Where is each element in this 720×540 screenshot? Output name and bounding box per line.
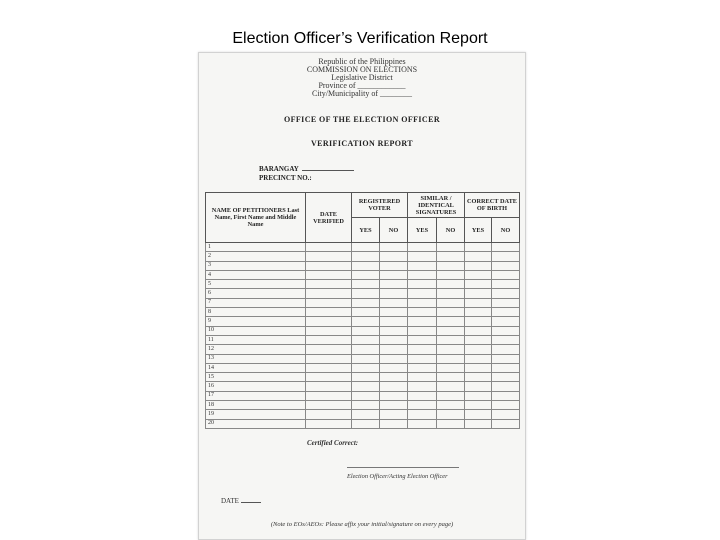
table-cell: [492, 391, 520, 400]
table-cell: [380, 317, 408, 326]
table-cell: [492, 382, 520, 391]
table-cell: [352, 354, 380, 363]
table-cell: [465, 373, 492, 382]
table-cell: [437, 363, 465, 372]
table-cell: [408, 280, 437, 289]
table-cell: [492, 243, 520, 252]
table-cell: [408, 419, 437, 428]
table-cell: [437, 280, 465, 289]
table-cell: [465, 261, 492, 270]
table-cell: [437, 401, 465, 410]
table-cell: [352, 280, 380, 289]
table-cell: [437, 419, 465, 428]
table-cell: [437, 373, 465, 382]
table-row: [206, 391, 520, 400]
precinct-label: PRECINCT NO.:: [259, 174, 312, 182]
signature-label: Election Officer/Acting Election Officer: [347, 473, 448, 480]
signatures-no-header: NO: [437, 218, 465, 243]
table-cell: [352, 345, 380, 354]
col-voter-header: REGISTERED VOTER: [352, 193, 408, 218]
table-cell: [465, 401, 492, 410]
row-number: 18: [206, 401, 306, 410]
table-cell: [465, 270, 492, 279]
table-cell: [492, 280, 520, 289]
table-cell: [408, 270, 437, 279]
table-cell: [408, 261, 437, 270]
table-cell: [380, 401, 408, 410]
table-cell: [465, 308, 492, 317]
table-cell: [437, 289, 465, 298]
table-cell: [437, 410, 465, 419]
table-cell: [437, 391, 465, 400]
table-cell: [437, 270, 465, 279]
header-line-2: COMMISSION ON ELECTIONS: [306, 65, 418, 74]
table-cell: [306, 298, 352, 307]
table-cell: [352, 243, 380, 252]
table-cell: [380, 391, 408, 400]
row-number: 4: [206, 270, 306, 279]
table-cell: [352, 317, 380, 326]
voter-yes-header: YES: [352, 218, 380, 243]
table-cell: [380, 280, 408, 289]
table-cell: [465, 419, 492, 428]
row-number: 11: [206, 335, 306, 344]
table-cell: [465, 354, 492, 363]
table-cell: [352, 419, 380, 428]
table-cell: [352, 382, 380, 391]
table-cell: [380, 270, 408, 279]
barangay-field: [259, 165, 354, 173]
table-cell: [437, 335, 465, 344]
table-cell: [492, 261, 520, 270]
table-cell: [492, 326, 520, 335]
table-cell: [306, 401, 352, 410]
table-cell: [352, 308, 380, 317]
table-cell: [306, 308, 352, 317]
table-cell: [408, 382, 437, 391]
header-line-5: City/Municipality of ________: [312, 89, 412, 98]
row-number: 9: [206, 317, 306, 326]
table-cell: [380, 261, 408, 270]
table-cell: [437, 345, 465, 354]
table-row: [206, 354, 520, 363]
signatures-yes-header: YES: [408, 218, 437, 243]
row-number: 15: [206, 373, 306, 382]
table-cell: [380, 335, 408, 344]
table-cell: [352, 410, 380, 419]
table-cell: [380, 252, 408, 261]
table-row: [206, 298, 520, 307]
table-cell: [465, 410, 492, 419]
table-cell: [408, 401, 437, 410]
table-cell: [465, 243, 492, 252]
row-number: 19: [206, 410, 306, 419]
table-cell: [380, 308, 408, 317]
table-cell: [492, 419, 520, 428]
table-cell: [380, 345, 408, 354]
row-number: 5: [206, 280, 306, 289]
table-row: [206, 280, 520, 289]
table-cell: [437, 243, 465, 252]
table-cell: [492, 354, 520, 363]
table-cell: [437, 261, 465, 270]
table-cell: [306, 354, 352, 363]
table-cell: [380, 419, 408, 428]
table-cell: [352, 401, 380, 410]
table-cell: [492, 373, 520, 382]
table-cell: [465, 382, 492, 391]
table-cell: [492, 308, 520, 317]
signature-line: [347, 467, 459, 468]
row-number: 7: [206, 298, 306, 307]
table-cell: [492, 401, 520, 410]
table-cell: [306, 419, 352, 428]
table-cell: [408, 335, 437, 344]
table-cell: [380, 363, 408, 372]
table-cell: [492, 410, 520, 419]
table-cell: [465, 298, 492, 307]
row-number: 10: [206, 326, 306, 335]
table-cell: [408, 243, 437, 252]
birth-no-header: NO: [492, 218, 520, 243]
table-cell: [437, 298, 465, 307]
table-row: [206, 363, 520, 372]
table-cell: [465, 391, 492, 400]
table-cell: [408, 326, 437, 335]
table-row: [206, 308, 520, 317]
table-row: [206, 243, 520, 252]
table-cell: [352, 289, 380, 298]
certified-correct: Certified Correct:: [307, 439, 359, 447]
table-cell: [492, 317, 520, 326]
row-number: 14: [206, 363, 306, 372]
table-cell: [352, 363, 380, 372]
table-cell: [352, 335, 380, 344]
barangay-line: [302, 170, 354, 171]
table-cell: [437, 354, 465, 363]
table-cell: [465, 335, 492, 344]
row-number: 20: [206, 419, 306, 428]
table-cell: [408, 354, 437, 363]
row-number: 16: [206, 382, 306, 391]
table-row: [206, 373, 520, 382]
row-number: 12: [206, 345, 306, 354]
table-cell: [492, 335, 520, 344]
table-row: [206, 289, 520, 298]
date-field: [221, 497, 261, 505]
table-cell: [380, 326, 408, 335]
row-number: 1: [206, 243, 306, 252]
barangay-label: BARANGAY: [259, 165, 299, 173]
row-number: 17: [206, 391, 306, 400]
col-date-header: DATE VERIFIED: [306, 193, 352, 243]
table-cell: [306, 261, 352, 270]
table-cell: [492, 363, 520, 372]
row-number: 2: [206, 252, 306, 261]
table-cell: [408, 391, 437, 400]
table-cell: [352, 261, 380, 270]
table-row: [206, 410, 520, 419]
header-line-1: Republic of the Philippines: [318, 57, 406, 66]
table-cell: [465, 289, 492, 298]
table-body: [206, 243, 520, 429]
table-cell: [408, 345, 437, 354]
table-cell: [437, 382, 465, 391]
table-cell: [408, 373, 437, 382]
footer-note: (Note to EOs/AEOs: Please affix your initial/signature on every page): [270, 521, 454, 528]
table-cell: [352, 391, 380, 400]
table-cell: [408, 252, 437, 261]
slide-title: Election Officer’s Verification Report: [232, 30, 488, 47]
table-cell: [492, 298, 520, 307]
table-cell: [380, 373, 408, 382]
voter-no-header: NO: [380, 218, 408, 243]
table-cell: [306, 280, 352, 289]
table-cell: [380, 298, 408, 307]
office-title: OFFICE OF THE ELECTION OFFICER: [283, 115, 441, 124]
header-line-4: Province of ____________: [318, 81, 406, 90]
table-row: [206, 326, 520, 335]
table-cell: [437, 317, 465, 326]
table-cell: [306, 252, 352, 261]
table-cell: [380, 382, 408, 391]
table-cell: [492, 289, 520, 298]
table-row: [206, 345, 520, 354]
table-row: [206, 401, 520, 410]
table-cell: [492, 345, 520, 354]
table-cell: [306, 317, 352, 326]
table-cell: [437, 308, 465, 317]
table-cell: [380, 243, 408, 252]
table-cell: [306, 391, 352, 400]
table-cell: [306, 382, 352, 391]
report-title: VERIFICATION REPORT: [310, 139, 414, 148]
table-cell: [306, 289, 352, 298]
row-number: 8: [206, 308, 306, 317]
table-cell: [352, 270, 380, 279]
table-cell: [408, 308, 437, 317]
table-cell: [306, 363, 352, 372]
verification-table: [205, 192, 520, 429]
col-name-header: NAME OF PETITIONERS Last Name, First Name and Middle Name: [206, 193, 306, 243]
table-cell: [306, 270, 352, 279]
table-cell: [306, 373, 352, 382]
table-cell: [380, 289, 408, 298]
table-cell: [465, 317, 492, 326]
row-number: 13: [206, 354, 306, 363]
table-cell: [437, 252, 465, 261]
col-signatures-header: SIMILAR / IDENTICAL SIGNATURES: [408, 193, 465, 218]
birth-yes-header: YES: [465, 218, 492, 243]
row-number: 3: [206, 261, 306, 270]
table-row: [206, 419, 520, 428]
date-label: DATE: [221, 497, 239, 505]
document-scan: [198, 52, 526, 540]
table-cell: [352, 298, 380, 307]
table-cell: [465, 345, 492, 354]
table-row: [206, 252, 520, 261]
table-cell: [352, 373, 380, 382]
table-row: [206, 270, 520, 279]
table-cell: [408, 410, 437, 419]
table-cell: [306, 326, 352, 335]
table-cell: [352, 252, 380, 261]
date-line: [241, 502, 261, 503]
table-cell: [408, 363, 437, 372]
table-row: [206, 335, 520, 344]
table-cell: [492, 252, 520, 261]
table-cell: [465, 363, 492, 372]
table-cell: [465, 280, 492, 289]
precinct-field: [259, 174, 312, 182]
table-cell: [352, 326, 380, 335]
table-cell: [306, 410, 352, 419]
header-line-3: Legislative District: [331, 73, 393, 82]
table-row: [206, 317, 520, 326]
table-cell: [380, 410, 408, 419]
table-cell: [380, 354, 408, 363]
table-cell: [306, 335, 352, 344]
table-cell: [465, 252, 492, 261]
col-birth-header: CORRECT DATE OF BIRTH: [465, 193, 520, 218]
row-number: 6: [206, 289, 306, 298]
table-cell: [437, 326, 465, 335]
table-cell: [408, 317, 437, 326]
table-cell: [408, 298, 437, 307]
table-cell: [306, 345, 352, 354]
table-row: [206, 261, 520, 270]
table-row: [206, 382, 520, 391]
table-cell: [492, 270, 520, 279]
table-cell: [408, 289, 437, 298]
table-cell: [465, 326, 492, 335]
table-cell: [306, 243, 352, 252]
